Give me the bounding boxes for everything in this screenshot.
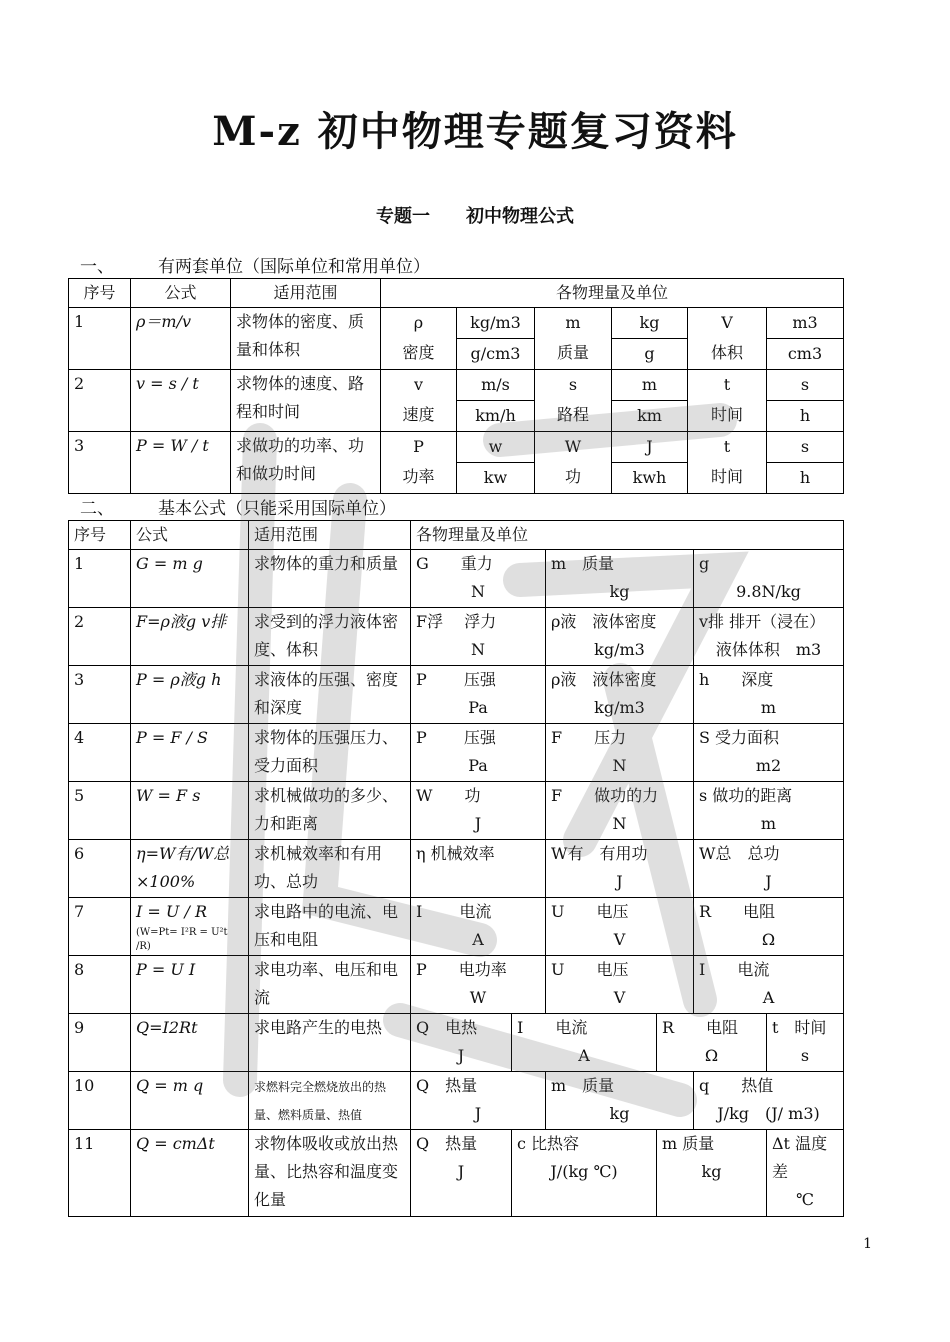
quantity-label: m 质量 <box>551 1076 615 1095</box>
quantity-label: h 深度 <box>699 670 774 689</box>
quantity-label: F浮 浮力 <box>416 612 497 631</box>
quantity-unit: J/(kg ℃) <box>550 1162 618 1181</box>
header-formula: 公式 <box>131 521 249 550</box>
table-row <box>69 608 844 666</box>
row-number: 3 <box>74 436 85 455</box>
header-no: 序号 <box>69 521 131 550</box>
quantity-name: 体积 <box>710 343 743 362</box>
section-subtitle: 专题一 初中物理公式 <box>376 206 574 227</box>
page-number: 1 <box>863 1236 872 1252</box>
table-row <box>69 308 844 370</box>
quantity-unit: 液体体积 m3 <box>715 640 822 659</box>
scope-text: 求电功率、电压和电流 <box>254 960 399 1007</box>
quantity-label: F 压力 <box>551 728 627 747</box>
formula: P = F / S <box>136 728 208 747</box>
unit-primary: kg/m3 <box>457 308 534 339</box>
header-quantities: 各物理量及单位 <box>411 521 844 550</box>
scope-text: 求做功的功率、功和做功时间 <box>236 436 365 483</box>
scope-text: 求物体的压强压力、受力面积 <box>254 728 399 775</box>
unit-primary: s <box>767 370 843 401</box>
quantity-unit: J <box>616 872 623 891</box>
table-row <box>69 782 844 840</box>
quantity-symbol: ρ <box>413 313 424 332</box>
unit-common: g/cm3 <box>470 344 521 363</box>
quantity-unit: m <box>760 698 777 717</box>
quantity-name: 时间 <box>710 405 743 424</box>
quantity-symbol: V <box>721 313 733 332</box>
quantity-unit: N <box>471 582 485 601</box>
table-row <box>69 840 844 898</box>
quantity-symbol: P <box>413 437 424 456</box>
table-row <box>69 666 844 724</box>
formula: P = ρ液g h <box>136 670 222 689</box>
quantity-unit: kg/m3 <box>594 640 645 659</box>
row-number: 6 <box>74 844 85 863</box>
row-number: 2 <box>74 612 85 631</box>
quantity-unit: N <box>471 640 485 659</box>
quantity-label: W有 有用功 <box>551 844 648 863</box>
quantity-symbol: t <box>723 437 731 456</box>
scope-text: 求机械做功的多少、力和距离 <box>254 786 399 833</box>
quantity-symbol: s <box>568 375 578 394</box>
formula: F=ρ液g v排 <box>136 612 227 631</box>
row-number: 1 <box>74 554 85 573</box>
quantity-unit: V <box>613 988 626 1007</box>
unit-common: km/h <box>475 406 516 425</box>
quantity-label: Q 热量 <box>416 1134 478 1153</box>
quantity-label: c 比热容 <box>517 1134 580 1153</box>
quantity-label: Q 电热 <box>416 1018 478 1037</box>
quantity-unit: A <box>578 1046 590 1065</box>
quantity-label: W 功 <box>416 786 481 805</box>
scope-text: 求受到的浮力液体密度、体积 <box>254 612 399 659</box>
quantity-label: I 电流 <box>517 1018 588 1037</box>
formula-table <box>68 520 844 1217</box>
formula: W = F s <box>136 786 201 805</box>
row-number: 1 <box>74 312 85 331</box>
row-number: 5 <box>74 786 85 805</box>
quantity-unit: Ω <box>761 930 776 949</box>
quantity-label: G 重力 <box>416 554 493 573</box>
quantity-label: s 做功的距离 <box>699 786 793 805</box>
quantity-unit: 9.8N/kg <box>736 582 801 601</box>
formula: v = s / t <box>136 374 199 393</box>
header-scope: 适用范围 <box>249 521 411 550</box>
quantity-unit: J <box>474 814 482 833</box>
quantity-unit: kg/m3 <box>594 698 645 717</box>
header-no: 序号 <box>69 279 131 308</box>
quantity-unit: m2 <box>755 756 782 775</box>
scope-text: 求物体的重力和质量 <box>254 554 399 573</box>
formula: G = m g <box>136 554 203 573</box>
table-row <box>69 550 844 608</box>
scope-text: 求物体的速度、路程和时间 <box>236 374 365 421</box>
page-title: M-z 初中物理专题复习资料 <box>212 108 738 155</box>
quantity-label: I 电流 <box>416 902 492 921</box>
unit-common: kwh <box>632 468 667 487</box>
quantity-name: 功 <box>564 467 581 486</box>
quantity-label: P 电功率 <box>416 960 507 979</box>
scope-text: 求电路产生的电热 <box>254 1018 383 1037</box>
row-number: 4 <box>74 728 85 747</box>
formula: Q = m q <box>136 1076 204 1095</box>
section1-title: 有两套单位（国际单位和常用单位） <box>158 257 430 277</box>
scope-text: 求机械效率和有用功、总功 <box>254 844 383 891</box>
unit-common: cm3 <box>787 344 823 363</box>
quantity-unit: Pa <box>468 698 488 717</box>
formula: Q = cmΔt <box>136 1134 215 1153</box>
quantity-label: ρ液 液体密度 <box>551 612 657 631</box>
row-number: 9 <box>74 1018 85 1037</box>
quantity-unit: kg <box>609 582 630 601</box>
quantity-label: R 电阻 <box>699 902 776 921</box>
unit-primary: J <box>612 432 687 463</box>
quantity-label: t 时间 <box>772 1018 827 1037</box>
table-row <box>69 432 844 494</box>
quantity-unit: J/kg (J/ m3) <box>717 1104 820 1123</box>
formula: η=W有/W总×100% <box>136 844 230 891</box>
quantity-unit: J <box>457 1046 465 1065</box>
section2-heading <box>80 494 396 519</box>
quantity-unit: J <box>765 872 772 891</box>
scope-text: 求燃料完全燃烧放出的热量、燃料质量、热值 <box>254 1080 387 1122</box>
header-quantities: 各物理量及单位 <box>381 279 844 308</box>
quantity-label: S 受力面积 <box>699 728 780 747</box>
formula: ρ＝m/v <box>136 312 192 331</box>
scope-text: 求物体的密度、质量和体积 <box>236 312 365 359</box>
row-number: 7 <box>74 902 85 921</box>
quantity-unit: Pa <box>468 756 488 775</box>
quantity-unit: kg <box>609 1104 630 1123</box>
units-table <box>68 278 844 494</box>
quantity-unit: V <box>613 930 626 949</box>
quantity-name: 路程 <box>556 405 589 424</box>
unit-primary: kg <box>612 308 687 339</box>
formula-note: (W=Pt= I²R = U²t /R) <box>136 927 228 952</box>
scope-text: 求液体的压强、密度和深度 <box>254 670 399 717</box>
row-number: 3 <box>74 670 85 689</box>
quantity-label: q 热值 <box>699 1076 774 1095</box>
unit-primary: m3 <box>767 308 843 339</box>
quantity-unit: N <box>612 814 627 833</box>
row-number: 2 <box>74 374 85 393</box>
table-row <box>69 724 844 782</box>
row-number: 11 <box>74 1134 95 1153</box>
formula: I = U / R <box>136 902 207 921</box>
scope-text: 求物体吸收或放出热量、比热容和温度变化量 <box>254 1134 399 1209</box>
table-row <box>69 1130 844 1217</box>
unit-common: kw <box>483 468 508 487</box>
row-number: 10 <box>74 1076 95 1095</box>
formula: Q=I2Rt <box>136 1018 198 1037</box>
quantity-unit: W <box>469 988 487 1007</box>
row-number: 8 <box>74 960 85 979</box>
scope-text: 求电路中的电流、电压和电阻 <box>254 902 399 949</box>
quantity-label: Q 热量 <box>416 1076 478 1095</box>
quantity-label: m 质量 <box>551 554 615 573</box>
table-row <box>69 956 844 1014</box>
quantity-unit: J <box>474 1104 482 1123</box>
quantity-unit: ℃ <box>796 1190 814 1209</box>
quantity-name: 时间 <box>710 467 743 486</box>
quantity-label: I 电流 <box>699 960 770 979</box>
unit-common: h <box>799 468 811 487</box>
quantity-unit: kg <box>701 1162 722 1181</box>
quantity-label: P 压强 <box>416 728 496 747</box>
formula: P = U I <box>136 960 196 979</box>
quantity-symbol: W <box>564 437 582 456</box>
quantity-label: Δt 温度差 <box>772 1134 828 1181</box>
quantity-label: U 电压 <box>551 902 629 921</box>
quantity-unit: J <box>457 1162 465 1181</box>
quantity-label: v排 排开（浸在） <box>699 612 826 631</box>
quantity-label: U 电压 <box>551 960 629 979</box>
unit-common: g <box>644 344 655 363</box>
quantity-name: 速度 <box>402 405 435 424</box>
header-formula: 公式 <box>131 279 231 308</box>
section1-number: 一、 <box>80 257 114 277</box>
quantity-symbol: v <box>413 375 424 394</box>
table-row <box>69 1014 844 1072</box>
section1-heading <box>80 252 430 277</box>
unit-primary: m/s <box>457 370 534 401</box>
quantity-label: F 做功的力 <box>551 786 659 805</box>
table-row <box>69 370 844 432</box>
quantity-label: W总 总功 <box>699 844 780 863</box>
unit-primary: m <box>612 370 687 401</box>
unit-primary: w <box>457 432 534 463</box>
quantity-symbol: m <box>565 313 581 332</box>
quantity-label: g <box>699 554 710 573</box>
quantity-unit: Ω <box>704 1046 719 1065</box>
quantity-label: m 质量 <box>662 1134 715 1153</box>
quantity-unit: m <box>760 814 777 833</box>
quantity-name: 密度 <box>402 343 435 362</box>
quantity-label: η 机械效率 <box>416 844 495 863</box>
unit-primary: s <box>767 432 843 463</box>
table-row <box>69 898 844 956</box>
unit-common: h <box>799 406 811 425</box>
quantity-label: P 压强 <box>416 670 496 689</box>
formula: P = W / t <box>136 436 209 455</box>
header-scope: 适用范围 <box>231 279 381 308</box>
unit-common: km <box>637 406 662 425</box>
quantity-unit: A <box>472 930 484 949</box>
section2-title: 基本公式（只能采用国际单位） <box>158 499 396 519</box>
quantity-name: 质量 <box>556 343 589 362</box>
quantity-name: 功率 <box>402 467 435 486</box>
table-row <box>69 1072 844 1130</box>
quantity-label: R 电阻 <box>662 1018 739 1037</box>
quantity-unit: A <box>762 988 775 1007</box>
section2-number: 二、 <box>80 499 114 519</box>
quantity-unit: N <box>612 756 627 775</box>
quantity-symbol: t <box>723 375 731 394</box>
quantity-unit: s <box>800 1046 810 1065</box>
quantity-label: ρ液 液体密度 <box>551 670 657 689</box>
